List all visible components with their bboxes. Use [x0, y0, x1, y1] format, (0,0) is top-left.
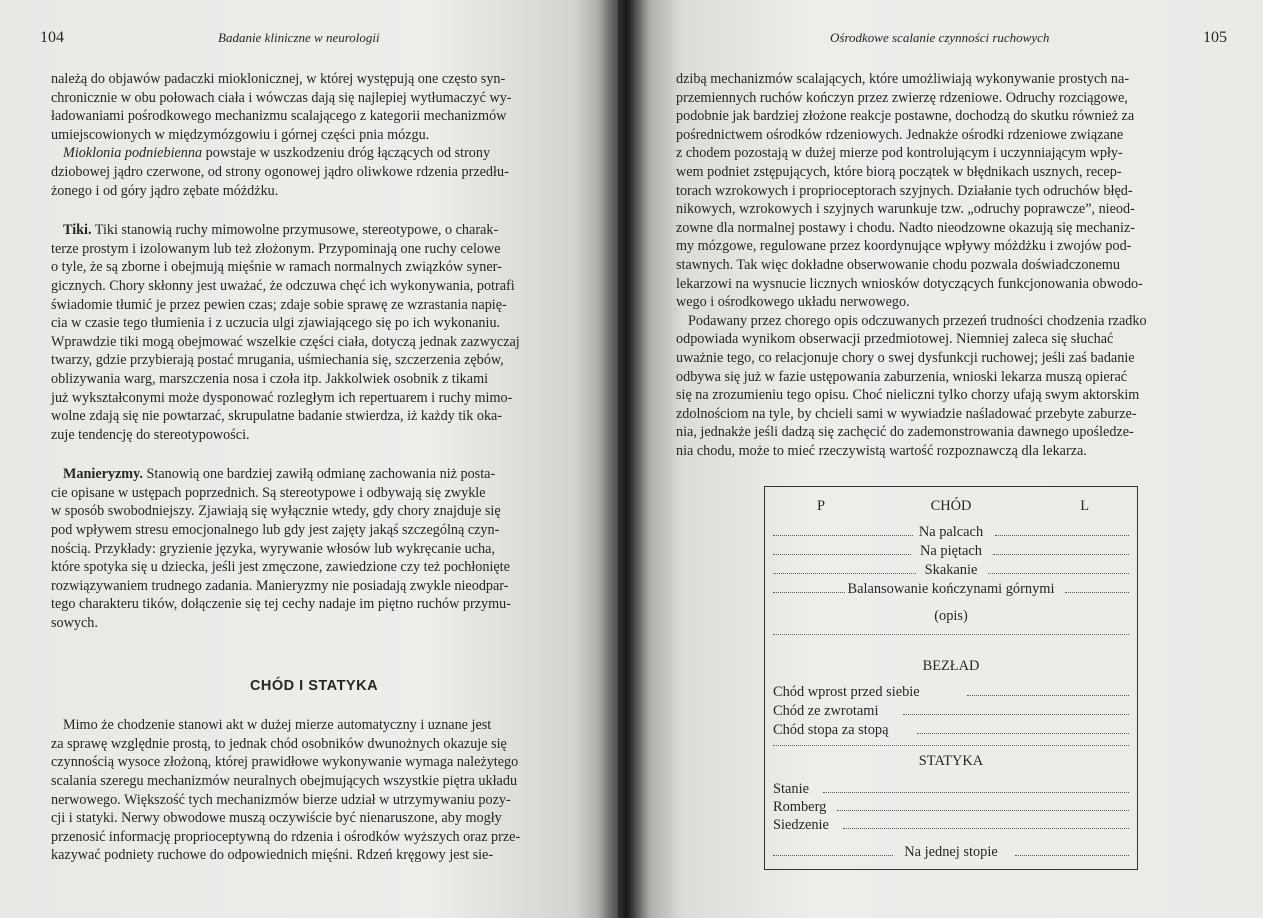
para1-line: podobnie jak bardziej złożone reakcje postawne, dochodzą do skutku również za [676, 108, 1135, 125]
form-right-header: L [1080, 498, 1089, 514]
statyka-last-label: Na jednej stopie [904, 844, 998, 860]
manieryzmy-line: które spotyka się u dziecka, jeśli jest zmęczone, zawiedzione czy też pochłonięte [51, 559, 510, 576]
form-row-label: Skakanie [924, 562, 978, 578]
bezlad-title-row [773, 657, 1129, 675]
para1-line: wem podniet zstępujących, które biorą początek w błędnikach usznych, recep- [676, 163, 1122, 180]
chod-line: przenosić informację proprioceptywną do rdzenia i ośrodków wyższych oraz prze- [51, 828, 521, 845]
para2-line: odpowiada wynikom obserwacji przedmiotowej. Niemniej zaleca się słuchać [676, 331, 1114, 348]
tiki-line: gicznych. Chory skłonny jest uważać, że odczuwa chęć ich wykonywania, potrafi [51, 277, 515, 294]
chod-line: kazywać podniety ruchowe do odpowiednich mięśni. Rdzeń kręgowy jest sie- [51, 847, 494, 864]
mioklonia-term: Mioklonia podniebienna [63, 145, 203, 162]
gait-exam-form [764, 486, 1138, 870]
tiki-line: już wykształconymi może dysponować rozległym ich repertuarem i ruchy mimo- [51, 389, 513, 406]
tiki-line: wolne zdają się nie powtarzać, skrupulatne badanie stwierdza, iż każdy tik oka- [51, 408, 503, 425]
manieryzmy-line: w sposób swobodniejszy. Zjawiają się wyłącznie wtedy, gdy chory znajduje się [51, 503, 501, 520]
statyka-row-label: Romberg [773, 799, 827, 815]
form-opis: (opis) [934, 608, 968, 624]
bezlad-row-label: Chód ze zwrotami [773, 703, 879, 719]
para1-line: pośrednictwem ośrodków rdzeniowych. Jednakże ośrodki rdzeniowe związane [676, 126, 1124, 143]
para1-line: wego i ośrodkowego układu nerwowego. [676, 294, 910, 311]
manieryzmy-line: rozwiązywaniem trudnego zadania. Manieryzmy nie posiadają zwykle nieodpar- [51, 577, 509, 594]
form-row-label: Na piętach [920, 543, 982, 559]
intro-line: chronicznie w obu połowach ciała i wówczas dają się najlepiej wytłumaczyć wy- [51, 89, 512, 106]
intro-line: należą do objawów padaczki mioklonicznej, w której występują one często syn- [51, 71, 506, 87]
form-opis-row [773, 607, 1129, 625]
right-running-header: Ośrodkowe scalanie czynności ruchowych [830, 30, 1050, 45]
chod-line: Mimo że chodzenie stanowi akt w dużej mierze automatyczny i uznane jest [63, 717, 492, 734]
left-text-column [51, 70, 577, 865]
para1-line: torach wzrokowych i proprioceptorach szyjnych. Działanie tych odruchów błęd- [676, 182, 1133, 199]
manieryzmy-line: pod wpływem stresu emocjonalnego lub gdy jest zajęty jakąś szczególną czyn- [51, 522, 500, 539]
manieryzmy-line: sowych. [51, 615, 98, 632]
section-title: CHÓD I STATYKA [249, 677, 379, 694]
intro-line: umiejscowionych w międzymózgowiu i górnej części pnia mózgu. [51, 126, 430, 143]
right-page [618, 0, 1263, 918]
para1-line: przemiennych ruchów kończyn przez zwierzę rdzeniowe. Odruchy rozciągowe, [676, 89, 1128, 106]
tiki-line: o tyle, że są zborne i obejmują mięśnie w ramach normalnych związków syner- [51, 259, 502, 276]
form-header-row [773, 497, 1129, 515]
chod-line: za sprawę względnie prostą, to jednak chód osobników dwunożnych okazuje się [51, 735, 507, 752]
intro-line: ładowaniami pośrodkowego mechanizmu scalającego z kategorii mechanizmów [51, 108, 507, 125]
para2-line: nia, jednakże jeśli dadzą się zachęcić do zademonstrowania dawnego upośledze- [676, 424, 1134, 441]
intro-line: żonego i od góry jądro zębate móżdżku. [51, 182, 279, 199]
tiki-label: Tiki. [63, 222, 92, 239]
tiki-line: twarzy, gdzie przybierają postać mrugania, uśmiechania się, szczerzenia zębów, [51, 352, 504, 369]
tiki-line: oblizywania warg, marszczenia nosa i czoła itp. Jakkolwiek osobnik z tikami [51, 370, 489, 387]
para2-line: nia chodu, może to mieć rzeczywistą wartość rozpoznawczą dla lekarza. [676, 442, 1087, 459]
form-row-label: Na palcach [918, 524, 984, 540]
bezlad-row-label: Chód wprost przed siebie [773, 684, 920, 700]
mioklonia-line [51, 144, 577, 163]
bezlad-row-label: Chód stopa za stopą [773, 722, 889, 738]
para1-line: my mózgowe, regulowane przez koordynujące wpływy móżdżku i zwojów pod- [676, 238, 1132, 255]
form-title: CHÓD [930, 498, 972, 514]
manieryzmy-first-rest: Stanowią one bardziej zawiłą odmianę zachowania niż posta- [142, 466, 496, 483]
tiki-first-line [51, 221, 577, 240]
manieryzmy-line: tego charakteru tików, dołączenie się tej cechy nadaje im piętno ruchów przymu- [51, 596, 511, 613]
tiki-line: terze prostym i izolowanym lub też złożonym. Przypominają one ruchy celowe [51, 240, 501, 257]
para2-line: się na zrozumieniu tego opisu. Choć nieliczni tylko chorzy ufają swym aktorskim [676, 387, 1140, 404]
statyka-row-label: Stanie [773, 781, 809, 797]
left-running-header: Badanie kliniczne w neurologii [218, 30, 380, 45]
right-page-number: 105 [1203, 29, 1227, 46]
bezlad-title: BEZŁAD [922, 658, 980, 674]
para2-line: uważnie tego, co relacjonuje chory o swej dysfunkcji ruchowej; jeśli zaś badanie [676, 349, 1135, 366]
para1-line: zowne dla normalnej postawy i chodu. Nadto nieodzowne okazują się mechaniz- [676, 219, 1135, 236]
intro-line: dziobowej jądro czerwone, od strony ogonowej jądro oliwkowe rdzenia przedłu- [51, 163, 509, 180]
statyka-row-label: Siedzenie [773, 817, 829, 833]
para1-line: stawnych. Tak więc dokładne obserwowanie chodu pozwala doświadczonemu [676, 256, 1120, 273]
tiki-line: Wprawdzie tiki mogą obejmować wszelkie części ciała, dotyczą jednak zazwyczaj [51, 333, 520, 350]
tiki-first-rest: Tiki stanowią ruchy mimowolne przymusowe, stereotypowe, o charak- [91, 222, 499, 239]
chod-line: scalania szeregu mechanizmów neuralnych obejmujących wszystkie piętra układu [51, 773, 518, 789]
para1-line: dzibą mechanizmów scalających, które umożliwiają wykonywanie prostych na- [676, 71, 1130, 87]
manieryzmy-line: cie opisane w ustępach poprzednich. Są stereotypowe i odbywają się zwykle [51, 484, 486, 501]
form-left-header: P [817, 498, 826, 514]
form-row-label: Balansowanie kończynami górnymi [847, 581, 1055, 597]
statyka-title-row [773, 752, 1129, 770]
para2-line: odbywa się już w fazie ustępowania zaburzenia, wnioski lekarza muszą opierać [676, 368, 1128, 385]
tiki-line: zuje tendencję do stereotypowości. [51, 426, 250, 443]
para1-line: nikowych, wzrokowych i szyjnych warunkuje tzw. „odruchy poprawcze”, nieod- [676, 201, 1135, 218]
tiki-line: cia w czasie tego tłumienia i z uczucia ulgi zjawiającego się po ich wykonaniu. [51, 315, 501, 332]
mioklonia-rest: powstaje w uszkodzeniu dróg łączących od strony [202, 145, 491, 162]
tiki-line: świadomie tłumić je przez pewien czas; zdaje sobie sprawę ze wzrastania napię- [51, 296, 507, 313]
left-page [0, 0, 618, 918]
manieryzmy-first-line [51, 465, 577, 484]
right-text-column [676, 70, 1225, 460]
para2-line: zdolnościom na tyle, by chcieli sami w wywiadzie naśladować przebyte zaburze- [676, 405, 1137, 422]
left-page-number: 104 [40, 29, 64, 46]
chod-line: nerwowego. Większość tych mechanizmów bierze udział w utrzymywaniu pozy- [51, 791, 511, 808]
chod-line: cji i statyki. Nerwy obwodowe muszą oczywiście być nienaruszone, aby mogły [51, 810, 502, 827]
para2-line: Podawany przez chorego opis odczuwanych przezeń trudności chodzenia rzadko [688, 312, 1147, 329]
chod-line: czynnością wysoce złożoną, której prawidłowe wykonywanie wymaga należytego [51, 754, 519, 771]
para1-line: z chodem pozostają w dużej mierze pod kontrolującym i uczynniającym wpły- [676, 145, 1123, 162]
para1-line: lekarzowi na wysnucie licznych wniosków dotyczących funkcjonowania obwodo- [676, 275, 1143, 292]
manieryzmy-line: nością. Przykłady: gryzienie języka, wyrywanie włosów lub wykręcanie ucha, [51, 540, 495, 557]
statyka-title: STATYKA [918, 753, 984, 769]
manieryzmy-label: Manieryzmy. [63, 466, 143, 483]
